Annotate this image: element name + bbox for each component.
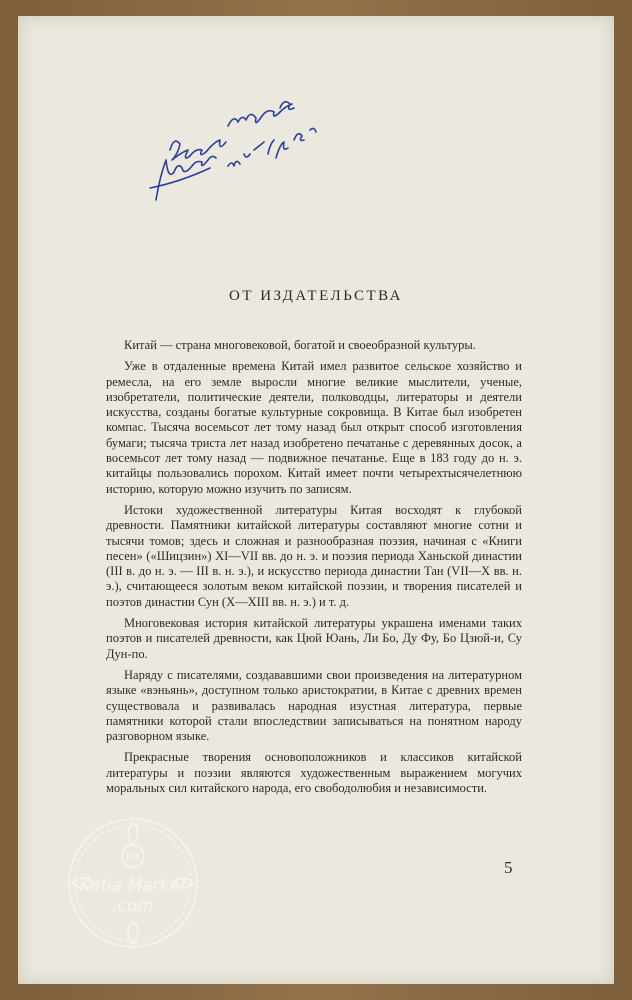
watermark-logo [58, 808, 208, 958]
paragraph: Китай — страна многовековой, богатой и своеобразной культуры. [124, 338, 476, 352]
watermark-monogram: KM [126, 853, 140, 863]
handwritten-signature [130, 68, 330, 218]
page-number: 5 [504, 858, 513, 877]
watermark-text: Katia Market .com [79, 876, 187, 916]
paragraph: Уже в отдаленные времена Китай имел развитое сельское хозяйство и ремесла, на его земле выросли многие великие мыслители, ученые, изобретатели, политические деятели, полководцы, литераторы и деятели искусства, созданы богатые культурные сокровища. В Китае был изобретен компас. Тысяча восемьсот лет тому назад был открыт способ изготовления бумаги; тысяча триста лет назад изобретено печатанье с деревянных досок, а восемьсот лет тому назад — подвижное печатанье. Еще в 183 году до н. э. китайцы пользовались порохом. Китай имеет почти четырехтысячелетнюю историю, которую можно изучить по записям. [106, 359, 522, 496]
body-text [106, 338, 522, 802]
paragraph: Прекрасные творения основоположников и классиков китайской литературы и поэзии являются художественным выражением могучих моральных сил китайского народа, его свободолюбия и независимости. [106, 750, 522, 796]
paragraph: Наряду с писателями, создававшими свои произведения на литературном языке «вэньянь», доступном только аристократии, в Китае с древних времен существовала и развивалась народная изустная литература, первые памятники которой стали впоследствии записываться на понятном народу разговорном языке. [106, 667, 522, 744]
signature-ink [130, 68, 330, 218]
paragraph: Многовековая история китайской литературы украшена именами таких поэтов и писателей древности, как Цюй Юань, Ли Бо, Ду Фу, Бо Цзюй-и, Су Дун-по. [106, 616, 522, 661]
book-page [18, 16, 614, 984]
section-heading: ОТ ИЗДАТЕЛЬСТВА [228, 288, 404, 304]
paragraph: Истоки художественной литературы Китая восходят к глубокой древности. Памятники китайской литературы составляют многие сотни и тысячи томов; здесь и сложная и разнообразная поэзия, начиная с «Книги песен» («Шицзин») XI—VII вв. до н. э. и поэзия периода Ханьской династии (III в. до н. э. — III в. н. э.), и искусство периода династии Тан (VII—X вв. н. э.), считающееся золотым веком китайской поэзии, и творения писателей и поэтов династии Сун (X—XIII вв. н. э.) и т. д. [106, 502, 522, 609]
